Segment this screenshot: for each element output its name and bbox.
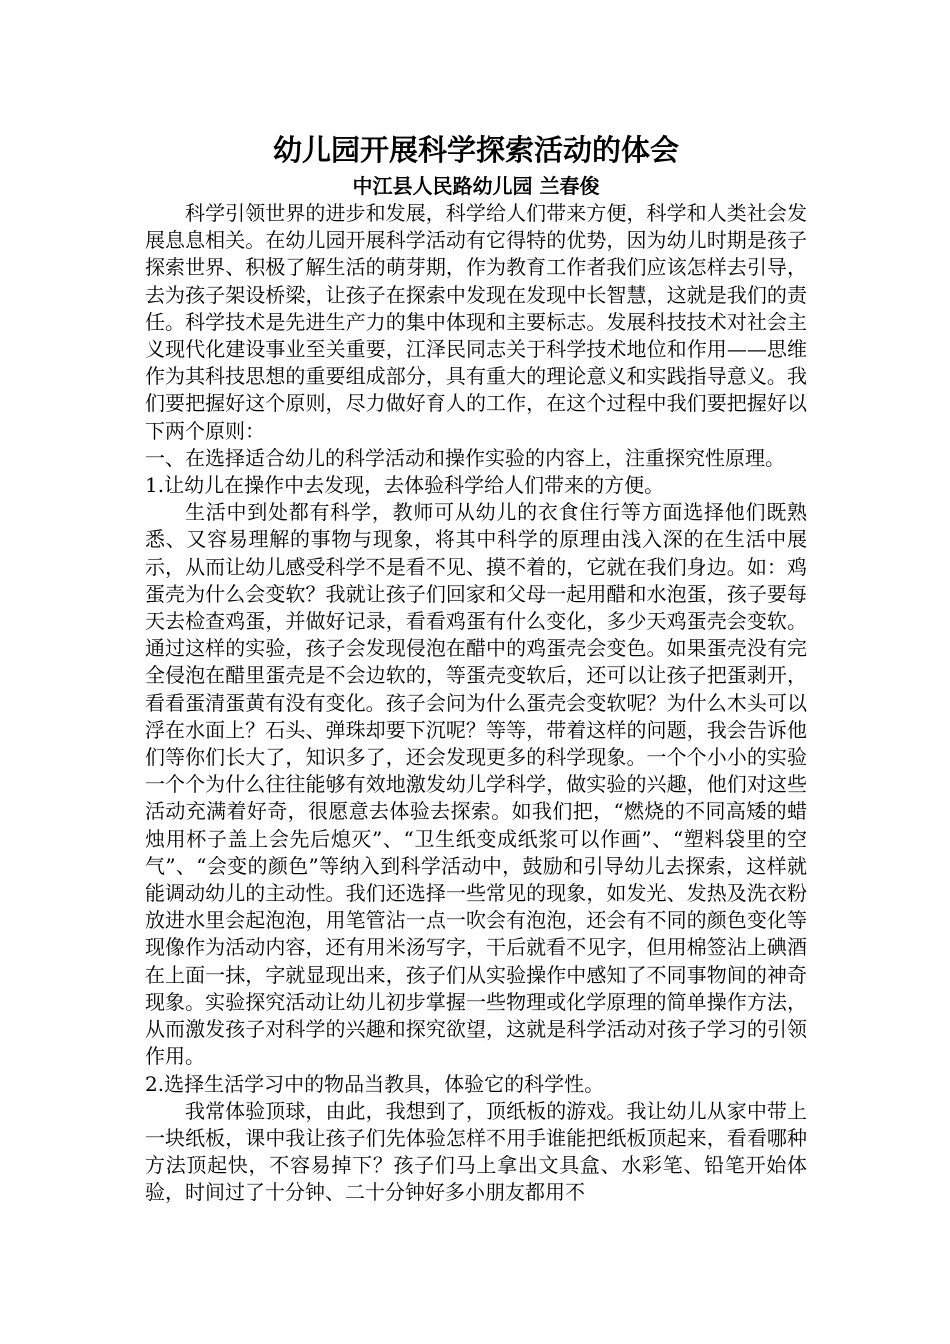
subsection-heading-1: 1.让幼儿在操作中去发现，去体验科学给人们带来的方便。 bbox=[145, 473, 665, 498]
author-line: 中江县人民路幼儿园 兰春俊 bbox=[352, 174, 600, 198]
subsection-heading-2: 2.选择生活学习中的物品当教具，体验它的科学性。 bbox=[145, 1071, 605, 1096]
paragraph-intro: 科学引领世界的进步和发展，科学给人们带来方便，科学和人类社会发展息息相关。在幼儿园开展科学活动有它得特的优势，因为幼儿时期是孩子探索世界、积极了解生活的萌芽期，作为教育工作者我们应该怎样去引导，去为孩子架设桥梁，让孩子在探索中发现在发现中长智慧，这就是我们的责任。科学技术是先进生产力的集中体现和主要标志。发展科技技术对社会主义现代化建设事业至关重要，江泽民同志关于科学技术地位和作用——思维作为其科技思想的重要组成部分，具有重大的理论意义和实践指导意义。我们要把握好这个原则，尽力做好育人的工作，在这个过程中我们要把握好以下两个原则： bbox=[145, 201, 807, 443]
paragraph-cardboard-game: 我常体验顶球，由此，我想到了，顶纸板的游戏。我让幼儿从家中带上一块纸板，课中我让孩子们先体验怎样不用手谁能把纸板顶起来，看看哪种方法顶起快，不容易掉下？孩子们马上拿出文具盒、水彩笔、铅笔开始体验，时间过了十分钟、二十分钟好多小朋友都用不 bbox=[145, 1098, 807, 1205]
document-body bbox=[145, 200, 807, 1207]
document-page bbox=[145, 130, 807, 1207]
paragraph-experiments: 生活中到处都有科学，教师可从幼儿的衣食住行等方面选择他们既熟悉、又容易理解的事物与现象，将其中科学的原理由浅入深的在生活中展示，从而让幼儿感受科学不是看不见、摸不着的，它就在我们身边。如：鸡蛋壳为什么会变软？我就让孩子们回家和父母一起用醋和水泡蛋，孩子要每天去检查鸡蛋，并做好记录，看看鸡蛋有什么变化，多少天鸡蛋壳会变软。通过这样的实验，孩子会发现侵泡在醋中的鸡蛋壳会变色。如果蛋壳没有完全侵泡在醋里蛋壳是不会边软的，等蛋壳变软后，还可以让孩子把蛋剥开，看看蛋清蛋黄有没有变化。孩子会问为什么蛋壳会变软呢？为什么木头可以浮在水面上？石头、弹珠却要下沉呢？等等，带着这样的问题，我会告诉他们等你们长大了，知识多了，还会发现更多的科学现象。一个个小小的实验一个个为什么往往能够有效地激发幼儿学科学，做实验的兴趣，他们对这些活动充满着好奇，很愿意去体验去探索。如我们把，“燃烧的不同高矮的蜡烛用杯子盖上会先后熄灭”、“卫生纸变成纸浆可以作画”、“塑料袋里的空气”、“会变的颜色”等纳入到科学活动中，鼓励和引导幼儿去探索，这样就能调动幼儿的主动性。我们还选择一些常见的现象，如发光、发热及洗衣粉放进水里会起泡泡，用笔管沾一点一吹会有泡泡，还会有不同的颜色变化等现像作为活动内容，还有用米汤写字，干后就看不见字，但用棉签沾上碘酒在上面一抹，字就显现出来，孩子们从实验操作中感知了不同事物间的神奇现象。实验探究活动让幼儿初步掌握一些物理或化学原理的简单操作方法，从而激发孩子对科学的兴趣和探究欲望，这就是科学活动对孩子学习的引领作用。 bbox=[145, 500, 807, 1069]
section-heading-1: 一、在选择适合幼儿的科学活动和操作实验的内容上，注重探究性原理。 bbox=[145, 445, 785, 470]
document-title: 幼儿园开展科学探索活动的体会 bbox=[272, 133, 679, 167]
